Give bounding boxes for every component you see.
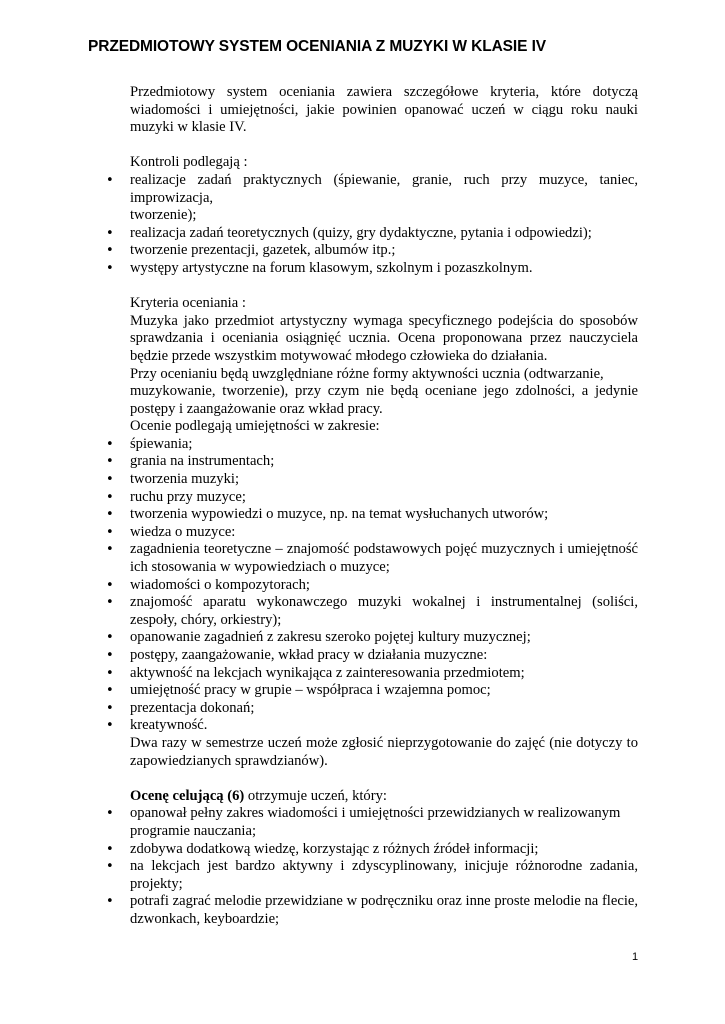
criteria-list	[130, 436, 638, 735]
control-heading: Kontroli podlegają :	[130, 154, 248, 171]
list-item: • znajomość aparatu wykonawczego muzyki wokalnej i instrumentalnej (soliści, zespoły, chóry, orkiestry);	[130, 594, 638, 629]
list-item: • prezentacja dokonań;	[130, 700, 638, 718]
list-item: • kreatywność.	[130, 717, 638, 735]
list-item: • występy artystyczne na forum klasowym, szkolnym i pozaszkolnym.	[130, 260, 638, 278]
list-item: • zdobywa dodatkową wiedzę, korzystając z różnych źródeł informacji;	[130, 841, 638, 859]
document-body	[130, 84, 638, 929]
list-item: • potrafi zagrać melodie przewidziane w podręczniku oraz inne proste melodie na flecie, dzwonkach, keyboardzie;	[130, 893, 638, 928]
list-item: • opanowanie zagadnień z zakresu szeroko pojętej kultury muzycznej;	[130, 629, 638, 647]
grade-6-heading: Ocenę celującą (6) otrzymuje uczeń, który:	[130, 787, 387, 804]
list-item: • tworzenie prezentacji, gazetek, albumów itp.;	[130, 242, 638, 260]
control-list	[130, 172, 638, 278]
list-item: • śpiewania;	[130, 436, 638, 454]
list-item: • wiedza o muzyce:	[130, 524, 638, 542]
list-item: • wiadomości o kompozytorach;	[130, 577, 638, 595]
criteria-heading: Kryteria oceniania :	[130, 295, 246, 312]
page-number: 1	[632, 951, 639, 963]
criteria-paragraph: Przy ocenianiu będą uwzględniane różne formy aktywności ucznia (odtwarzanie,	[130, 365, 604, 382]
list-item: • tworzenia muzyki;	[130, 471, 638, 489]
list-item: • realizacje zadań praktycznych (śpiewanie, granie, ruch przy muzyce, taniec, improwizacja, tworzenie);	[130, 172, 638, 225]
list-item: • ruchu przy muzyce;	[130, 489, 638, 507]
list-item: • aktywność na lekcjach wynikająca z zainteresowania przedmiotem;	[130, 665, 638, 683]
page-title: PRZEDMIOTOWY SYSTEM OCENIANIA Z MUZYKI W KLASIE IV	[88, 38, 547, 55]
list-item: • realizacja zadań teoretycznych (quizy, gry dydaktyczne, pytania i odpowiedzi);	[130, 225, 638, 243]
list-item: • umiejętność pracy w grupie – współpraca i wzajemna pomoc;	[130, 682, 638, 700]
criteria-paragraph: Muzyka jako przedmiot artystyczny wymaga specyficznego podejścia do sposobów sprawdzania i oceniania osiągnięć ucznia. Ocena proponowana przez nauczyciela będzie przede wszystkim motywować młodego człowieka do działania.	[130, 312, 638, 364]
list-item: • tworzenia wypowiedzi o muzyce, np. na temat wysłuchanych utworów;	[130, 506, 638, 524]
note-paragraph: Dwa razy w semestrze uczeń może zgłosić nieprzygotowanie do zajęć (nie dotyczy to zapowiedzianych sprawdzianów).	[130, 734, 638, 769]
grade-6-list	[130, 805, 638, 928]
list-item: • na lekcjach jest bardzo aktywny i zdyscyplinowany, inicjuje różnorodne zadania, projekty;	[130, 858, 638, 893]
list-item: • opanował pełny zakres wiadomości i umiejętności przewidzianych w realizowanym programie nauczania;	[130, 805, 638, 840]
list-item-continuation: tworzenie);	[130, 207, 197, 224]
criteria-paragraph: Ocenie podlegają umiejętności w zakresie:	[130, 418, 380, 435]
list-item: • grania na instrumentach;	[130, 453, 638, 471]
list-item: • zagadnienia teoretyczne – znajomość podstawowych pojęć muzycznych i umiejętność ich stosowania w wypowiedziach o muzyce;	[130, 541, 638, 576]
intro-paragraph: Przedmiotowy system oceniania zawiera szczegółowe kryteria, które dotyczą wiadomości i umiejętności, jakie powinien opanować uczeń w ciągu roku nauki muzyki w klasie IV.	[130, 84, 638, 136]
grade-6-label: Ocenę celującą (6)	[130, 787, 245, 804]
list-item: • postępy, zaangażowanie, wkład pracy w działania muzyczne:	[130, 647, 638, 665]
criteria-paragraph: muzykowanie, tworzenie), przy czym nie będą oceniane jego zdolności, a jedynie postępy i zaangażowanie oraz wkład pracy.	[130, 383, 638, 417]
